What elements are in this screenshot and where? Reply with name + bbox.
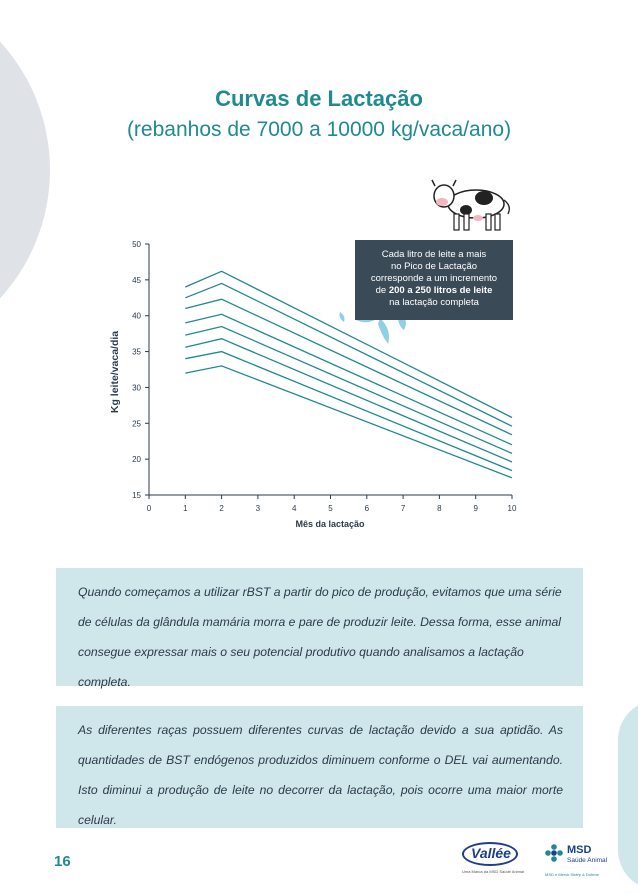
msd-logo-tag: MSD é Merck Sharp & Dohme [545, 872, 599, 877]
page-title: Curvas de Lactação [215, 86, 423, 111]
msd-logo [545, 844, 625, 880]
msd-logo-name: MSD [567, 844, 592, 856]
vallee-logo-tag: Uma Marca da MSD Saúde Animal [461, 869, 525, 874]
y-tick-label: 15 [132, 491, 141, 500]
info-box-rbst [56, 568, 583, 689]
y-tick-label: 35 [132, 347, 141, 357]
y-tick-label: 40 [132, 311, 141, 321]
cow-icon [432, 180, 509, 230]
x-axis-label: Mês da lactação [295, 519, 365, 529]
x-tick-label: 7 [400, 504, 406, 513]
x-tick-label: 1 [183, 504, 188, 513]
callout-line: na lactação completa [389, 297, 479, 308]
series-line [185, 352, 512, 471]
callout-box [355, 240, 513, 320]
msd-logo-mark [545, 844, 563, 862]
y-tick-label: 50 [132, 240, 141, 249]
x-tick-label: 6 [364, 504, 370, 513]
info-box-breeds [56, 706, 583, 828]
callout-line: no Pico de Lactação [390, 261, 478, 272]
callout-line: Cada litro de leite a mais [381, 249, 487, 260]
callout-line [355, 285, 513, 297]
x-tick-label: 3 [255, 504, 261, 513]
x-tick-label: 8 [437, 504, 442, 513]
x-tick-label: 4 [291, 504, 297, 513]
page-subtitle: (rebanhos de 7000 a 10000 kg/vaca/ano) [126, 118, 512, 141]
vallee-logo [458, 840, 528, 876]
y-tick-label: 20 [132, 455, 141, 465]
x-tick-label: 2 [219, 504, 224, 513]
y-tick-label: 25 [132, 419, 141, 429]
page-number: 16 [54, 853, 71, 870]
vallee-logo-name: Vallée [471, 845, 511, 861]
callout-text: de [375, 285, 389, 296]
series-line [185, 314, 512, 445]
y-axis-label: Kg leite/vaca/dia [109, 330, 121, 414]
y-tick-label: 45 [132, 275, 141, 285]
msd-logo-sub: Saúde Animal [567, 857, 608, 864]
paragraph-breeds: As diferentes raças possuem diferentes curvas de lactação devido a sua aptidão. As quantidades de BST endógenos produzidos diminuem conforme o DEL vai aumentando. Isto diminui a produção de leite no decorrer da lactação, pois ocorre uma maior morte celular. [78, 723, 563, 827]
x-tick-label: 10 [507, 504, 517, 513]
paragraph-rbst: Quando começamos a utilizar rBST a partir do pico de produção, evitamos que uma série de células da glândula mamária morra e pare de produzir leite. Dessa forma, esse animal consegue expressar mais o seu potencial produtivo quando analisamos a lactação completa. [78, 585, 562, 689]
x-tick-label: 5 [328, 504, 333, 513]
x-tick-label: 9 [473, 504, 478, 513]
callout-highlight: 200 a 250 litros de leite [388, 285, 493, 296]
x-tick-label: 0 [146, 504, 152, 513]
y-tick-label: 30 [132, 383, 141, 393]
callout-line: corresponde a um incremento [370, 273, 498, 284]
